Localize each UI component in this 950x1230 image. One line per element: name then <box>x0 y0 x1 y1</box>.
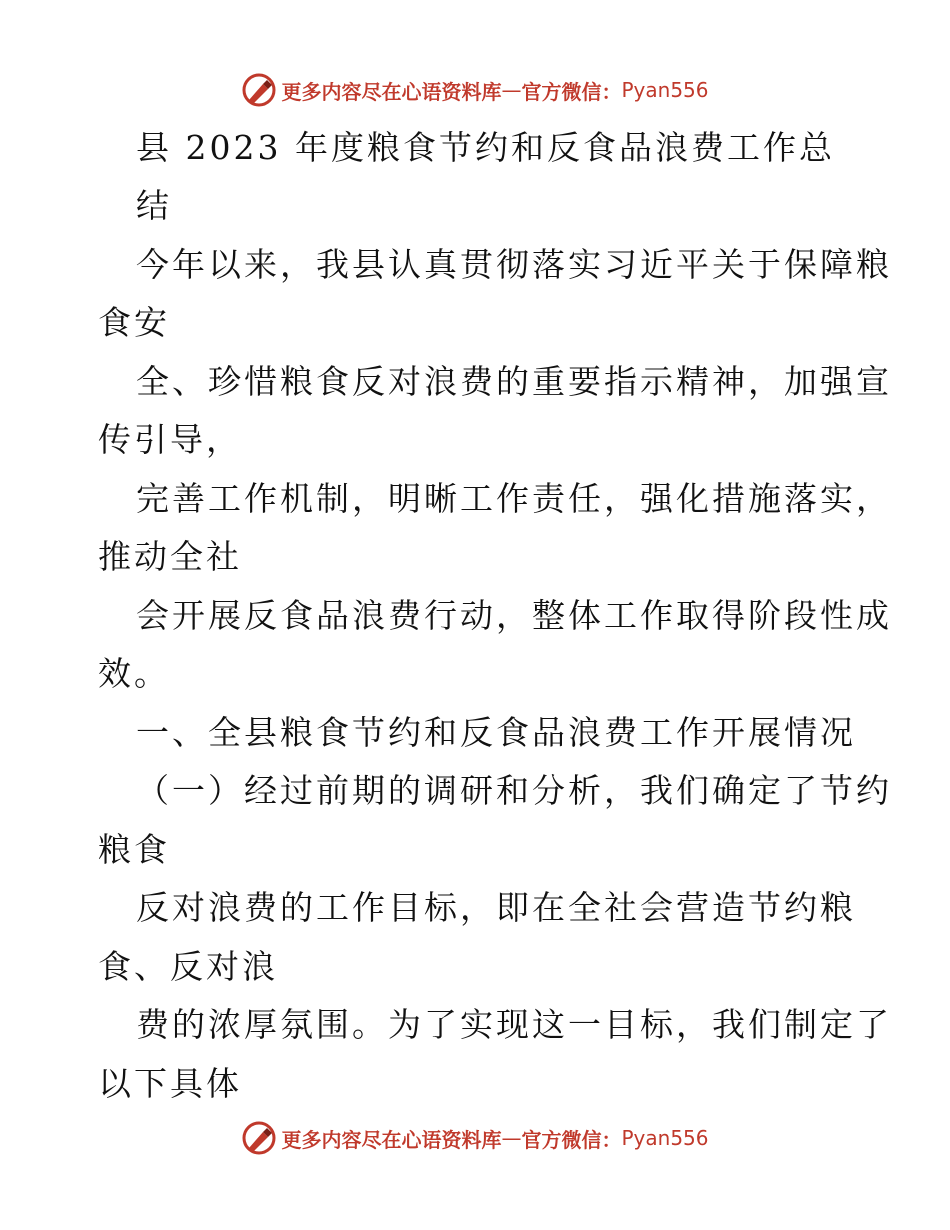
banner-main-text: 更多内容尽在心语资料库 <box>281 79 502 104</box>
paragraph-line: 传引导， <box>98 420 242 459</box>
banner-wechat-id: Pyan556 <box>621 78 709 102</box>
paragraph-line: 食、反对浪 <box>98 947 278 986</box>
banner-wechat-label: 官方微信： <box>521 79 622 104</box>
paragraph-line: 以下具体 <box>98 1064 242 1103</box>
pen-nib-logo-icon <box>241 72 277 108</box>
footer-watermark <box>0 1118 950 1158</box>
title-line-1: 县 2023 年度粮食节约和反食品浪费工作总 <box>136 128 835 167</box>
section-heading: 一、全县粮食节约和反食品浪费工作开展情况 <box>136 713 856 752</box>
pen-nib-logo-icon <box>241 1120 277 1156</box>
title-line-2: 结 <box>136 186 172 225</box>
paragraph-line: 完善工作机制，明晰工作责任，强化措施落实， <box>136 479 892 518</box>
paragraph-line: 全、珍惜粮食反对浪费的重要指示精神，加强宣 <box>136 362 892 401</box>
banner-separator: — <box>501 78 522 102</box>
paragraph-line: 粮食 <box>98 830 170 869</box>
banner-separator: — <box>501 1126 522 1150</box>
paragraph-line: 费的浓厚氛围。为了实现这一目标，我们制定了 <box>136 1005 892 1044</box>
paragraph-line: 推动全社 <box>98 537 242 576</box>
paragraph-line: （一）经过前期的调研和分析，我们确定了节约 <box>136 771 892 810</box>
paragraph-line: 反对浪费的工作目标，即在全社会营造节约粮 <box>136 888 856 927</box>
banner-wechat-label: 官方微信： <box>521 1127 622 1152</box>
banner-main-text: 更多内容尽在心语资料库 <box>281 1127 502 1152</box>
paragraph-line: 会开展反食品浪费行动，整体工作取得阶段性成 <box>136 596 892 635</box>
banner-wechat-id: Pyan556 <box>621 1126 709 1150</box>
paragraph-line: 食安 <box>98 303 170 342</box>
header-watermark <box>0 70 950 110</box>
paragraph-line: 今年以来，我县认真贯彻落实习近平关于保障粮 <box>136 245 892 284</box>
paragraph-line: 效。 <box>98 654 170 693</box>
